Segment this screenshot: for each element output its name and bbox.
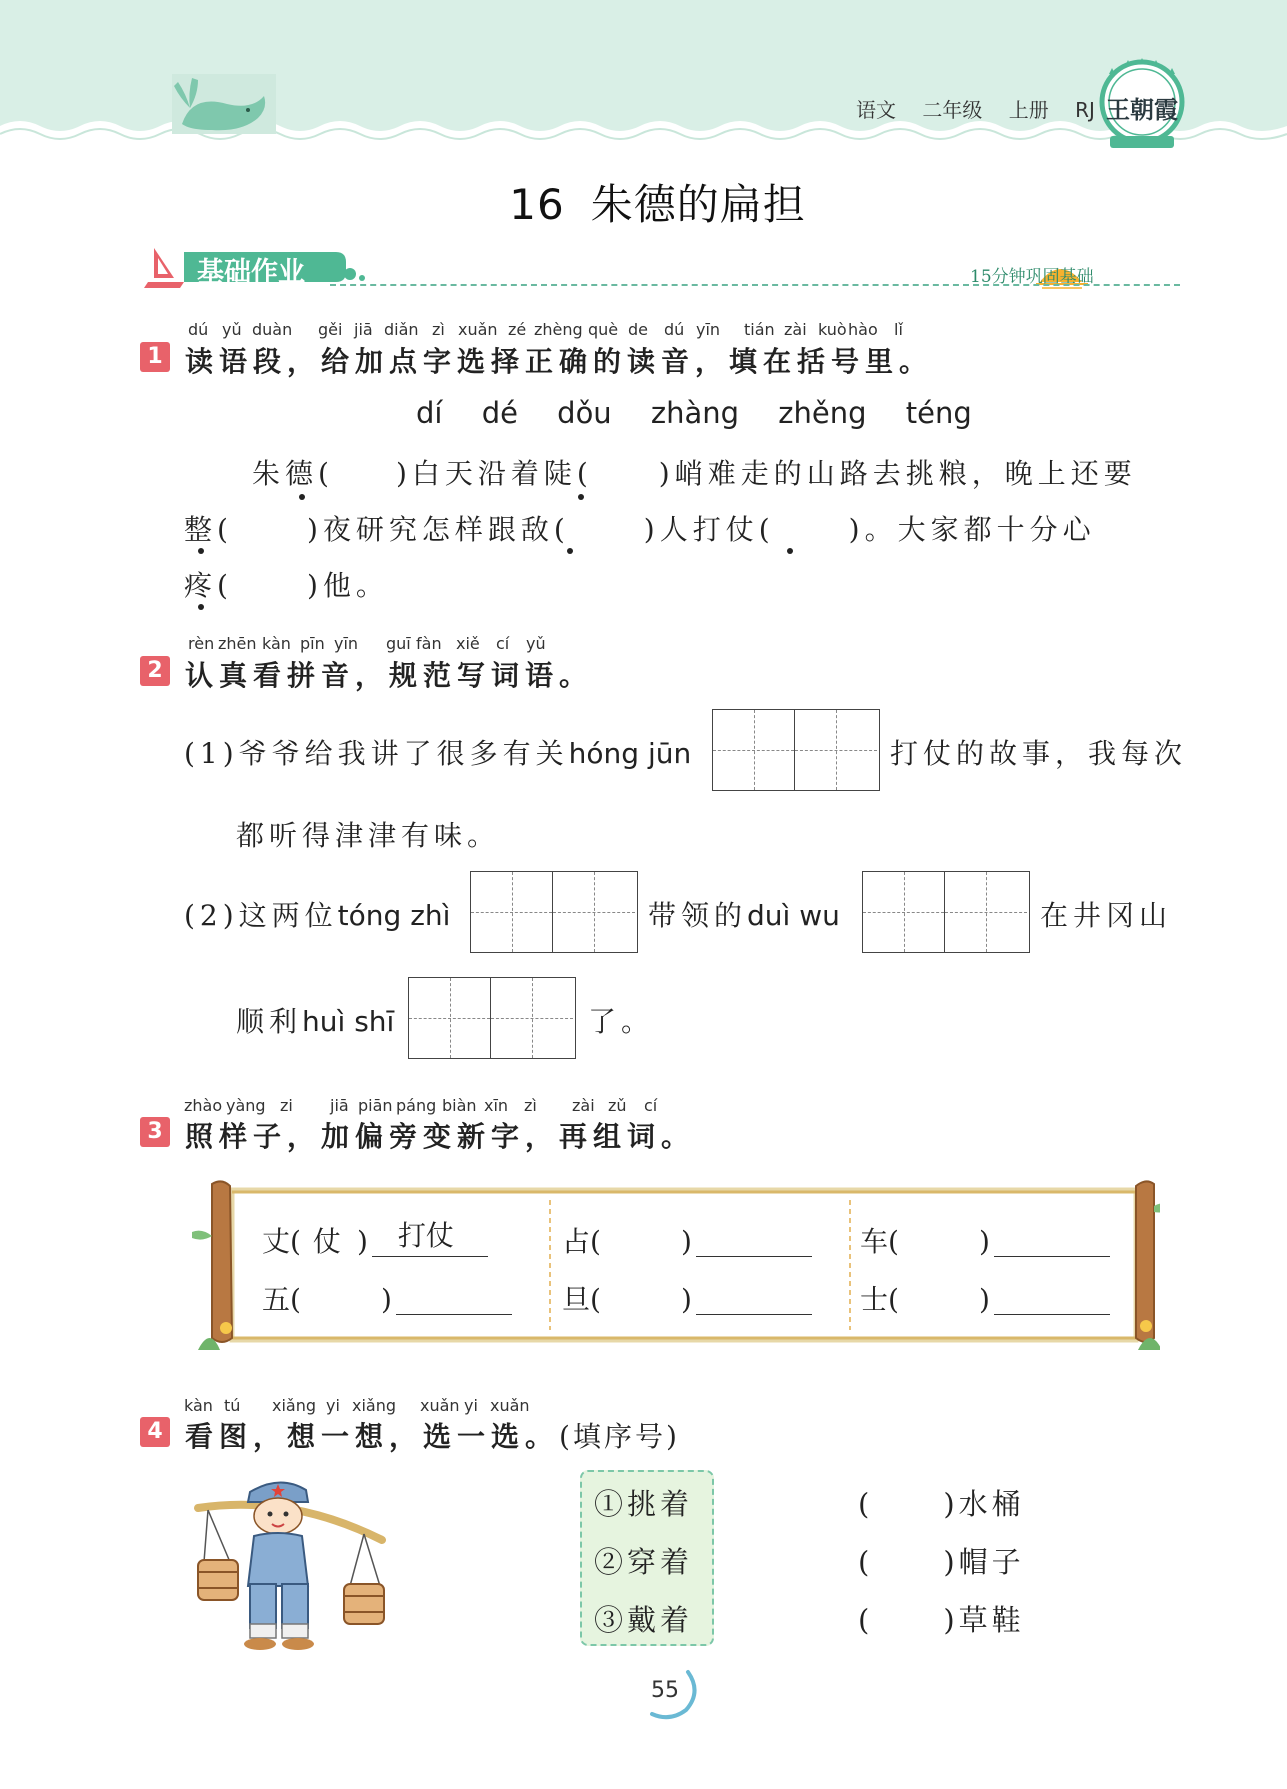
q2-instruction: 认真看拼音，规范写词语。 [185, 659, 594, 692]
pinyin: guī [386, 634, 411, 653]
q3-item-6 [860, 1278, 1110, 1318]
pinyin-prompt: duì wu [747, 899, 840, 932]
pinyin: páng [396, 1096, 437, 1115]
pinyin: dú [188, 320, 209, 339]
writing-grid[interactable] [408, 977, 576, 1059]
choice-option: ①挑着 [594, 1487, 694, 1521]
pinyin: biàn [442, 1096, 477, 1115]
answer-line[interactable] [372, 1219, 488, 1257]
pinyin-option: dǒu [557, 396, 612, 430]
pinyin-prompt: hóng jūn [568, 737, 692, 770]
bracket-open: ( [858, 1487, 874, 1521]
pinyin: tián [744, 320, 775, 339]
base-character: 五( [262, 1283, 301, 1316]
passage-text: )人打仗( [643, 513, 775, 546]
pinyin: de [628, 320, 648, 339]
base-character: 车( [860, 1225, 899, 1258]
page-number: 55 [651, 1678, 679, 1703]
sentence-text: (1)爷爷给我讲了很多有关 [184, 737, 569, 770]
pinyin: gěi [318, 320, 343, 339]
base-character: 士( [860, 1283, 899, 1316]
grade-label: 二年级 [922, 98, 983, 122]
pinyin: diǎn [384, 320, 419, 339]
q3-item-2 [562, 1220, 812, 1260]
example-word: 打仗 [397, 1219, 454, 1252]
q2-sentence-1 [184, 732, 691, 772]
pinyin: dú [664, 320, 685, 339]
match-item-bucket [858, 1482, 1025, 1523]
pinyin-option: zhàng [650, 396, 740, 430]
pinyin: yǔ [222, 320, 242, 339]
q1-instruction: 读语段，给加点字选择正确的读音，填在括号里。 [185, 345, 934, 378]
pinyin: kàn [262, 634, 291, 653]
q2-sentence-1-end: 打仗的故事，我每次 [890, 737, 1188, 770]
pinyin: zài [784, 320, 807, 339]
q4-instruction-text: 看图，想一想，选一选。 [185, 1420, 560, 1453]
pinyin-option: dé [481, 396, 518, 430]
base-character: 丈( [262, 1225, 301, 1258]
pinyin: xiǎng [272, 1396, 317, 1415]
answer-line[interactable] [396, 1314, 512, 1315]
bracket-close: ) [356, 1225, 368, 1258]
emphasis-dot [567, 548, 573, 554]
q2-sentence-2-end: 在井冈山 [1040, 899, 1173, 932]
pinyin: piān [358, 1096, 393, 1115]
pinyin: zì [432, 320, 445, 339]
base-character: 占( [562, 1225, 601, 1258]
pinyin: kàn [184, 1396, 213, 1415]
section-subtitle: 15分钟巩固基础 [970, 267, 1094, 287]
soldier-carrying-buckets-illustration [190, 1474, 390, 1656]
lesson-title [0, 172, 1287, 232]
pinyin-option: zhěng [778, 396, 867, 430]
pinyin: què [588, 320, 619, 339]
q3-item-3 [860, 1220, 1110, 1260]
passage-text: 整( [184, 513, 233, 546]
answer-line[interactable] [696, 1314, 812, 1315]
writing-grid[interactable] [862, 871, 1030, 953]
brand-name: 王朝霞 [1106, 95, 1178, 124]
pinyin-option: téng [905, 396, 972, 430]
writing-grid[interactable] [470, 871, 638, 953]
lesson-title-text: 朱德的扁担 [590, 180, 806, 229]
pinyin: zhèng [534, 320, 583, 339]
lesson-number: 16 [509, 180, 565, 229]
pinyin-prompt: tóng zhì [337, 899, 451, 932]
q2-sentence-1-cont: 都听得津津有味。 [236, 819, 501, 852]
pinyin: zhēn [218, 634, 257, 653]
sentence-text: 带领的 [648, 899, 748, 932]
sentence-text: (2)这两位 [184, 899, 338, 932]
emphasis-dot [787, 548, 793, 554]
pinyin: zé [508, 320, 527, 339]
pinyin: jiā [330, 1096, 349, 1115]
choice-option: ③戴着 [594, 1603, 694, 1637]
header-meta [856, 94, 1095, 123]
pinyin: yīn [334, 634, 359, 653]
pinyin: xiě [456, 634, 480, 653]
pinyin: zì [524, 1096, 537, 1115]
pinyin: jiā [354, 320, 373, 339]
pinyin: yǔ [526, 634, 546, 653]
q4-instruction [185, 1415, 680, 1455]
bracket-close: ) [680, 1283, 692, 1316]
pinyin: kuò [818, 320, 847, 339]
pinyin: duàn [252, 320, 293, 339]
match-label: )水桶 [943, 1487, 1025, 1521]
pinyin-option: dí [416, 396, 443, 430]
q3-item-1 [262, 1220, 488, 1260]
pinyin: tú [224, 1396, 241, 1415]
match-label: )草鞋 [943, 1603, 1025, 1637]
emphasis-dot [198, 604, 204, 610]
whale-icon [172, 74, 276, 134]
pinyin: xuǎn [490, 1396, 530, 1415]
match-item-shoes [858, 1598, 1025, 1639]
emphasis-dot [299, 494, 305, 500]
pinyin: yi [464, 1396, 478, 1415]
filled-character[interactable]: 仗 [312, 1225, 345, 1258]
passage-text: )峭难走的山路去挑粮，晚上还要 [658, 457, 1137, 490]
pinyin: xīn [484, 1096, 509, 1115]
bracket-open: ( [858, 1603, 874, 1637]
pinyin-prompt: huì shī [302, 1005, 395, 1038]
bracket-close: ) [380, 1283, 392, 1316]
passage-text: )夜研究怎样跟敌( [306, 513, 570, 546]
base-character: 旦( [562, 1283, 601, 1316]
pinyin: fàn [416, 634, 442, 653]
q4-note: (填序号) [559, 1420, 680, 1453]
pinyin: cí [644, 1096, 658, 1115]
answer-line[interactable] [696, 1256, 812, 1257]
question-number-2: 2 [140, 656, 170, 686]
passage-text: )他。 [306, 569, 389, 602]
bracket-close: ) [978, 1225, 990, 1258]
q1-passage-line-3 [184, 564, 389, 604]
subject-label: 语文 [856, 98, 896, 122]
pinyin: cí [496, 634, 510, 653]
question-number-1: 1 [140, 342, 170, 372]
pinyin: zi [280, 1096, 293, 1115]
pinyin: rèn [188, 634, 215, 653]
q2-sentence-2-cont-end: 了。 [588, 1005, 655, 1038]
question-number-4: 4 [140, 1417, 170, 1447]
pinyin: xuǎn [458, 320, 498, 339]
emphasis-dot [198, 548, 204, 554]
bracket-close: ) [978, 1283, 990, 1316]
passage-text: )白天沿着陡( [395, 457, 593, 490]
pinyin: yi [326, 1396, 340, 1415]
passage-text: 疼( [184, 569, 233, 602]
volume-label: 上册 [1008, 98, 1049, 122]
pinyin: hào [848, 320, 878, 339]
q3-item-4 [262, 1278, 512, 1318]
q2-sentence-2 [184, 894, 450, 934]
match-label: )帽子 [943, 1545, 1025, 1579]
pinyin: zǔ [608, 1096, 627, 1115]
bracket-close: ) [680, 1225, 692, 1258]
q1-pinyin-options [416, 396, 1002, 430]
q1-passage-line-2 [184, 508, 1096, 548]
pinyin: xuǎn [420, 1396, 460, 1415]
section-label: 基础作业 [197, 257, 305, 288]
wooden-board-frame [176, 1178, 1160, 1350]
answer-line[interactable] [994, 1314, 1110, 1315]
match-item-hat [858, 1540, 1025, 1581]
pinyin: yàng [226, 1096, 266, 1115]
q2-sentence-2-mid [648, 894, 840, 934]
pinyin: zhào [184, 1096, 223, 1115]
bracket-open: ( [858, 1545, 874, 1579]
sentence-text: 顺利 [236, 1005, 303, 1038]
passage-text: 朱德( [252, 457, 334, 490]
passage-text: )。大家都十分心 [848, 513, 1096, 546]
pinyin: lǐ [894, 320, 903, 339]
pinyin: yīn [696, 320, 721, 339]
choice-option: ②穿着 [594, 1545, 694, 1579]
pinyin: xiǎng [352, 1396, 397, 1415]
emphasis-dot [578, 494, 584, 500]
writing-grid[interactable] [712, 709, 880, 791]
q2-sentence-2-cont [236, 1000, 394, 1040]
question-number-3: 3 [140, 1117, 170, 1147]
answer-line[interactable] [994, 1256, 1110, 1257]
q1-passage-line-1 [252, 452, 1137, 492]
q3-instruction: 照样子，加偏旁变新字，再组词。 [185, 1120, 696, 1153]
pinyin: zài [572, 1096, 595, 1115]
pinyin: pīn [300, 634, 325, 653]
q3-item-5 [562, 1278, 812, 1318]
edition-label: RJ [1075, 98, 1095, 122]
